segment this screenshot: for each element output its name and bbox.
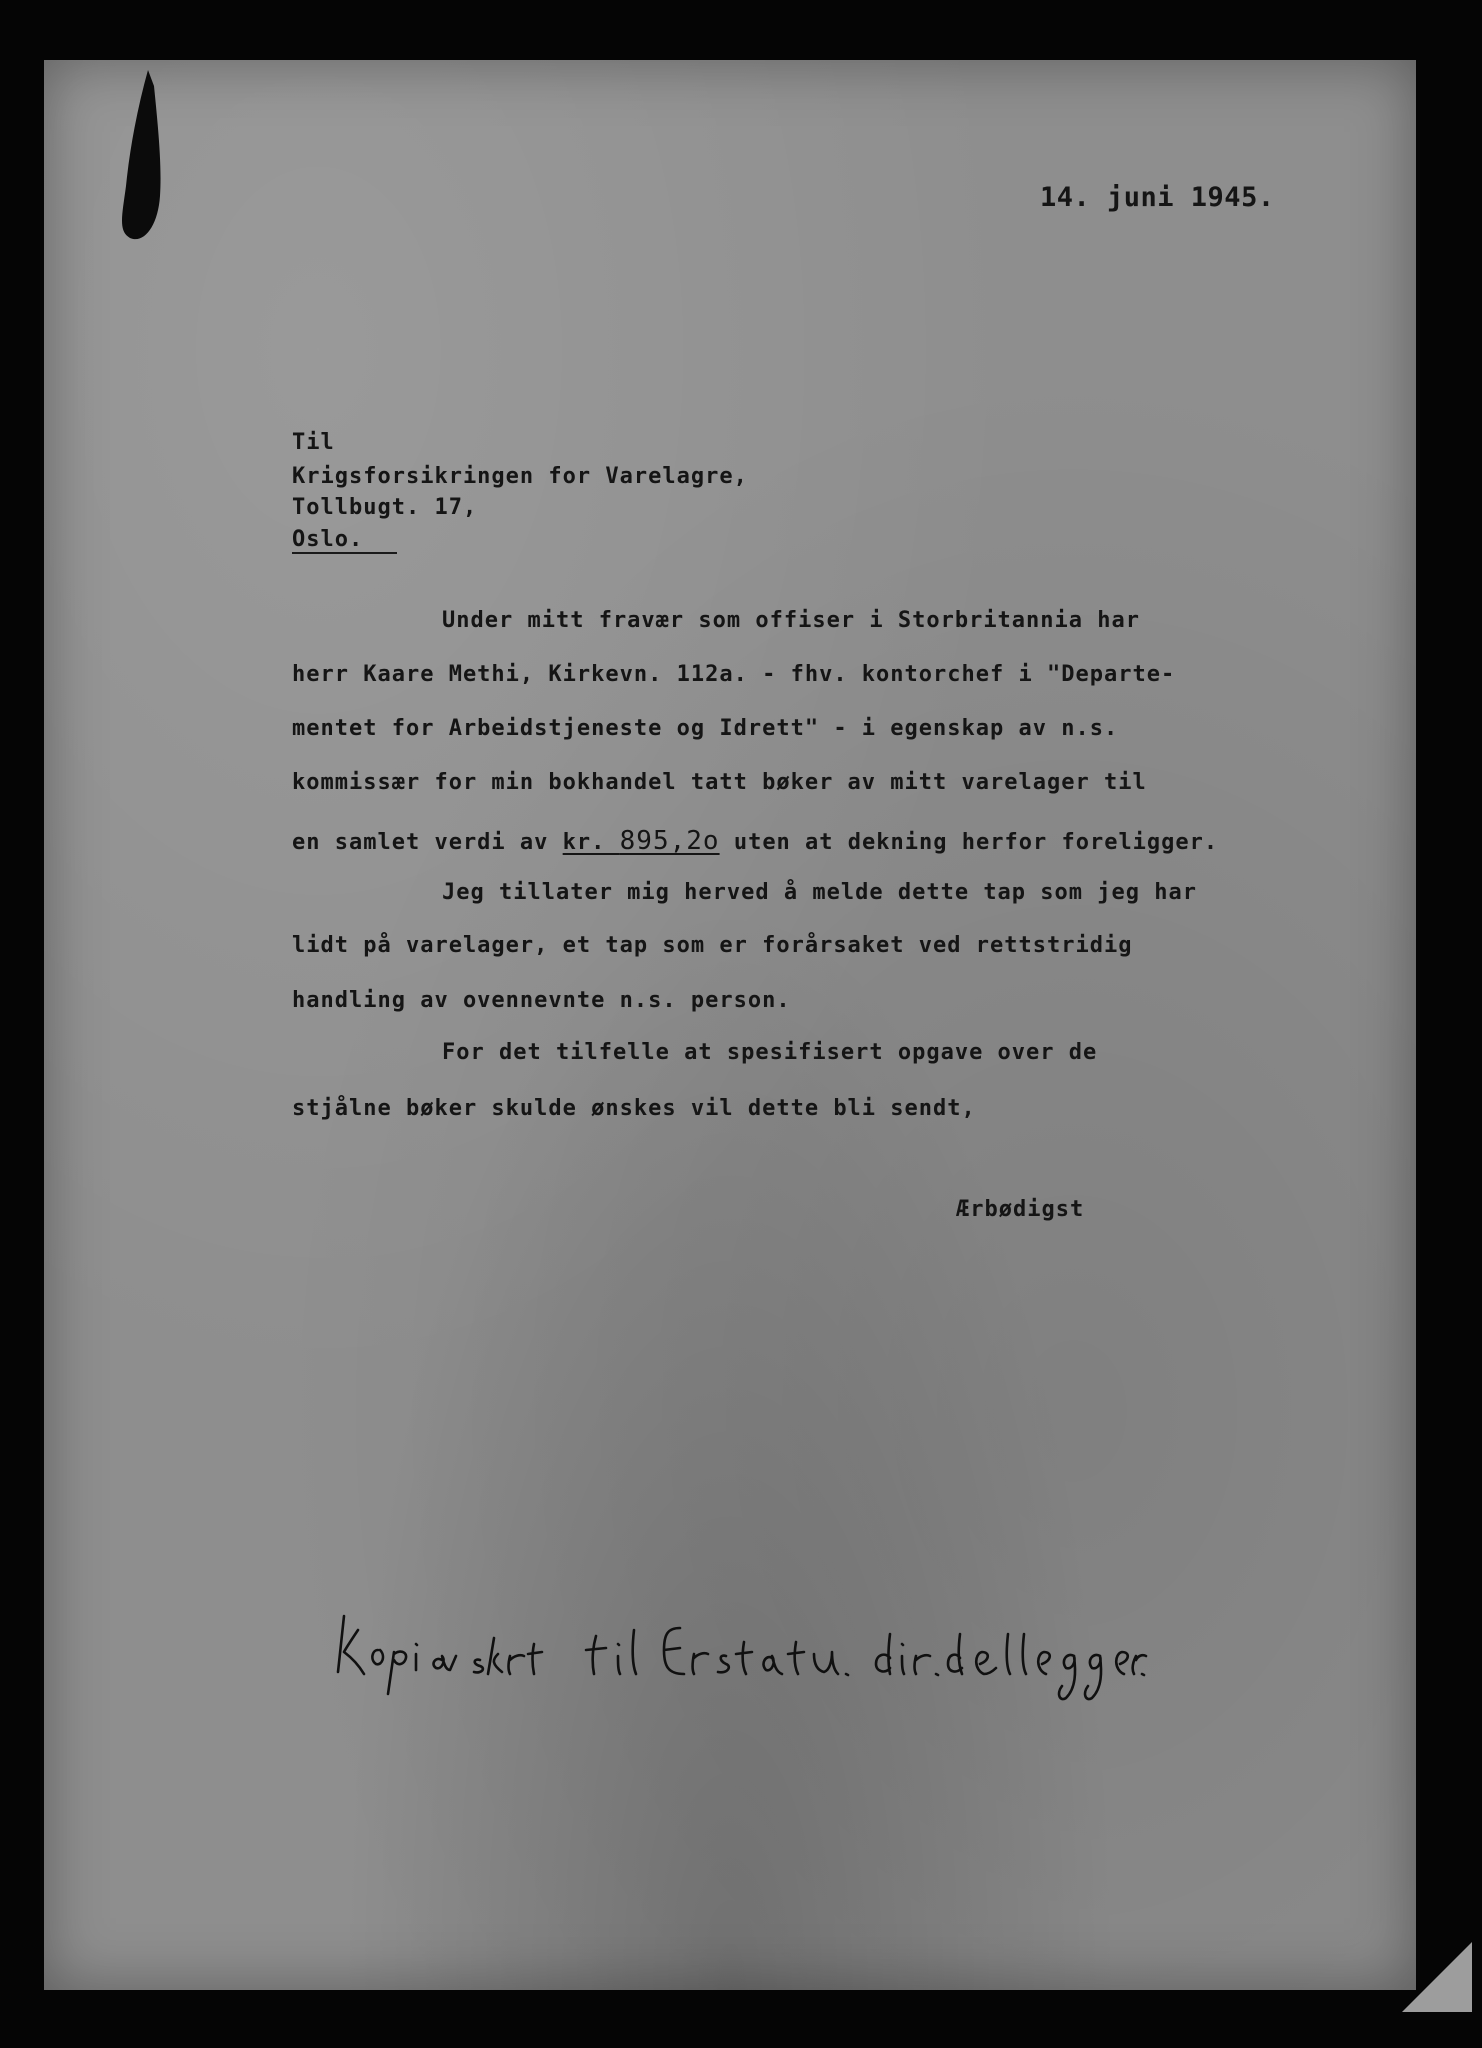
body-line: mentet for Arbeidstjeneste og Idrett" - i egenskap av n.s.: [292, 716, 1119, 741]
body-line: stjålne bøker skulde ønskes vil dette bli sendt,: [292, 1096, 976, 1121]
recipient-name: Krigsforsikringen for Varelagre,: [292, 464, 748, 489]
body-line: kommissær for min bokhandel tatt bøker av mitt varelager til: [292, 770, 1147, 795]
body-line: handling av ovennevnte n.s. person.: [292, 988, 791, 1013]
body-line: herr Kaare Methi, Kirkevn. 112a. - fhv. kontorchef i "Departe-: [292, 662, 1176, 687]
recipient-city: [292, 527, 397, 552]
folded-corner: [1402, 1942, 1472, 2012]
body-line: Jeg tillater mig herved å melde dette tap som jeg har: [442, 880, 1197, 905]
amount-value: 895,2o: [619, 826, 720, 856]
body-line: Under mitt fravær som offiser i Storbritannia har: [442, 608, 1141, 633]
body-text: uten at dekning herfor foreligger.: [719, 830, 1219, 855]
handwritten-note: [330, 1594, 1150, 1714]
recipient-salutation: Til: [292, 430, 335, 455]
closing-salutation: Ærbødigst: [956, 1197, 1085, 1222]
recipient-street: Tollbugt. 17,: [292, 495, 478, 520]
punch-hole-mark: [108, 66, 178, 244]
letter-date: 14. juni 1945.: [1040, 182, 1275, 213]
body-text: en samlet verdi av: [292, 830, 563, 855]
amount-prefix: kr.: [562, 830, 620, 855]
body-line: lidt på varelager, et tap som er forårsaket ved rettstridig: [292, 933, 1133, 958]
body-line: For det tilfelle at spesifisert opgave over de: [442, 1040, 1098, 1065]
body-line-amount: [292, 826, 1218, 856]
recipient-city-text: Oslo.: [292, 527, 397, 554]
